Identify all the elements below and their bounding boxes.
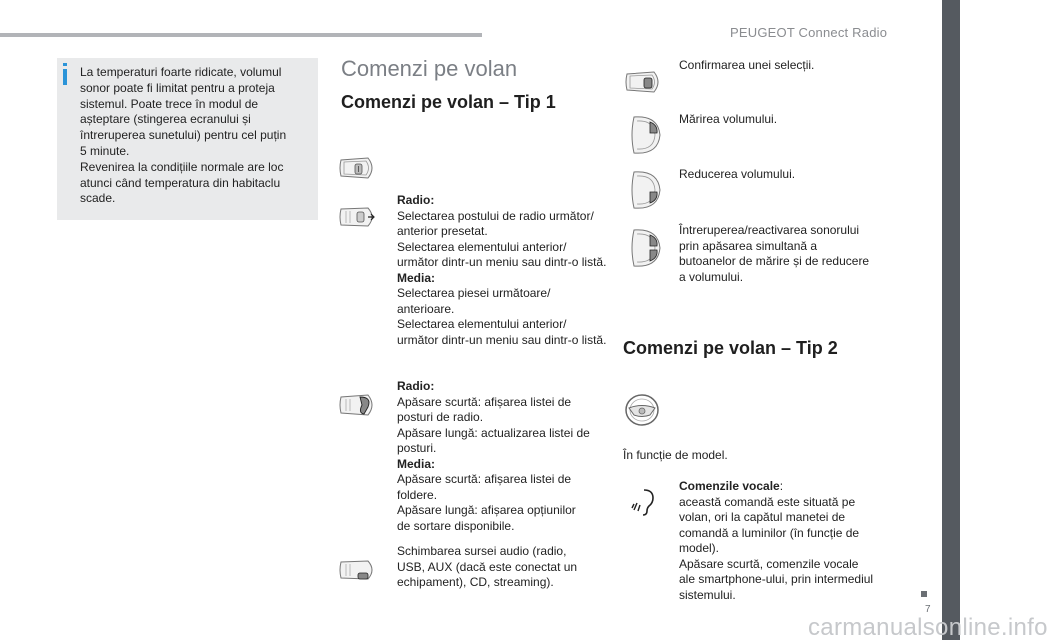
header-title: PEUGEOT Connect Radio [730, 25, 888, 40]
voice-line: comandă a luminilor (în funcție de [679, 525, 860, 540]
voice-line: model). [679, 541, 720, 555]
info-line: Revenirea la condițiile normale are loc [80, 159, 284, 174]
type1-heading: Comenzi pe volan – Tip 1 [341, 92, 556, 112]
item2-line: foldere. [397, 487, 438, 502]
info-line: scade. [80, 191, 116, 206]
page-number: 7 [925, 604, 931, 615]
mute-line: Întreruperea/reactivarea sonorului [679, 223, 860, 237]
info-icon [62, 63, 70, 85]
confirm-switch-icon [624, 68, 666, 96]
mute-switch-icon [628, 226, 664, 270]
type2-heading: Comenzi pe volan – Tip 2 [623, 338, 838, 358]
item1-line: Radio: [397, 193, 435, 207]
section-title: Comenzi pe volan [341, 56, 518, 81]
item2-line: Apăsare scurtă: afișarea listei de [397, 472, 572, 486]
voice-title-suffix: : [779, 479, 784, 493]
steering-wheel-icon [624, 393, 660, 427]
info-line: La temperaturi foarte ridicate, volumul [80, 65, 282, 79]
item2-line: Apăsare lungă: actualizarea listei de [397, 425, 590, 440]
item1-line: următor dintr-un meniu sau dintr-o listă. [397, 255, 607, 269]
type1-item1-text [397, 193, 606, 348]
volume-up-switch-icon [628, 113, 664, 157]
voice-title: Comenzile vocale [679, 479, 780, 493]
voice-line: sistemului. [679, 587, 736, 602]
page-marker [921, 591, 927, 597]
voice-line: Apăsare scurtă, comenzile vocale [679, 556, 859, 571]
item1-line: anterioare. [397, 301, 455, 316]
info-line: sonor poate fi limitat pentru a proteja [80, 80, 275, 95]
item2-line: Radio: [397, 379, 435, 393]
item1-line: Selectarea elementului anterior/ [397, 239, 567, 254]
volume-down-text [679, 167, 795, 183]
voice-line: volan, ori la capătul manetei de [679, 510, 846, 524]
item1-line: Selectarea elementului anterior/ [397, 317, 567, 331]
item1-line: Selectarea postului de radio următor/ [397, 208, 594, 223]
item3-line: Schimbarea sursei audio (radio, [397, 544, 567, 558]
item1-line: Selectarea piesei următoare/ [397, 286, 551, 300]
item2-line: posturi. [397, 441, 437, 455]
mute-line: prin apăsarea simultană a [679, 238, 818, 253]
steering-switch-scroll-icon [338, 204, 380, 230]
type2-note: În funcție de model. [623, 448, 728, 462]
voice-line: această comandă este situată pe [679, 494, 856, 509]
item2-line: posturi de radio. [397, 410, 484, 424]
item2-line: Apăsare lungă: afișarea opțiunilor [397, 503, 576, 517]
confirm-line: Confirmarea unei selecții. [679, 58, 815, 72]
confirm-text [679, 58, 814, 74]
info-box [57, 58, 318, 220]
volume-up-line: Mărirea volumului. [679, 112, 778, 126]
info-line: atunci când temperatura din habitaclu [80, 175, 281, 190]
info-line: sistemul. Poate trece în modul de [80, 96, 259, 111]
info-line: așteptare (stingerea ecranului și [80, 112, 251, 127]
voice-command-icon [628, 486, 662, 520]
steering-switch-source-icon [338, 557, 380, 583]
item1-line: Media: [397, 270, 436, 285]
item3-line: USB, AUX (dacă este conectat un [397, 559, 578, 574]
item2-line: de sortare disponibile. [397, 518, 515, 533]
type1-item2-text [397, 379, 590, 534]
volume-down-line: Reducerea volumului. [679, 167, 796, 181]
volume-up-text [679, 112, 777, 128]
item2-line: Apăsare scurtă: afișarea listei de [397, 394, 572, 409]
info-line: 5 minute. [80, 143, 130, 158]
mute-text [679, 223, 869, 285]
type1-item3-text [397, 544, 577, 591]
voice-line: ale smartphone-ului, prin intermediul [679, 572, 874, 586]
volume-down-switch-icon [628, 168, 664, 212]
item1-line: următor dintr-un meniu sau dintr-o listă. [397, 332, 607, 347]
mute-line: butoanelor de mărire și de reducere [679, 254, 870, 268]
steering-switch-press-icon [338, 391, 380, 419]
header-rule [0, 33, 482, 37]
item3-line: echipament), CD, streaming). [397, 575, 554, 589]
right-sidebar [942, 0, 960, 640]
info-line: întreruperea sunetului) pentru cel puțin [80, 128, 287, 143]
steering-switch-icon [338, 154, 380, 182]
item1-line: anterior presetat. [397, 224, 488, 238]
info-text [80, 65, 312, 207]
voice-text [679, 479, 873, 603]
item2-line: Media: [397, 456, 436, 471]
watermark: carmanualsonline.info [808, 614, 1048, 641]
voice-title-line [679, 479, 873, 495]
mute-line: a volumului. [679, 269, 744, 284]
